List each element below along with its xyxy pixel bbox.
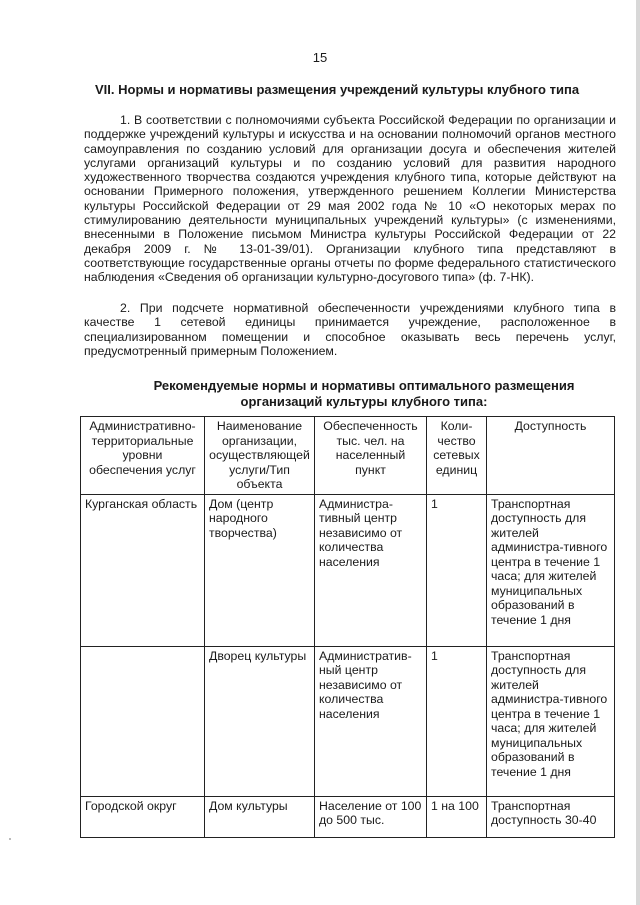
cell-count: 1 на 100 xyxy=(427,796,487,837)
cell-organization: Дворец культуры xyxy=(205,646,315,796)
table-row xyxy=(81,796,615,837)
paragraph-2 xyxy=(84,301,616,358)
paragraph-1 xyxy=(84,113,616,285)
table-row xyxy=(81,494,615,646)
table-title-line-2: организаций культуры клубного типа: xyxy=(240,394,488,409)
paragraph-2-text: 2. При подсчете нормативной обеспеченности учреждениями клубного типа в качестве 1 сетевой единицы принимается учреждение, расположенное в специализированном помещении и способное оказывать весь перечень услуг, предусмотренный примерным Положением. xyxy=(84,301,616,358)
table-title xyxy=(84,378,640,410)
cell-level: Курганская область xyxy=(81,494,205,646)
cell-organization: Дом (центр народного творчества) xyxy=(205,494,315,646)
cell-accessibility: Транспортная доступность для жителей администра-тивного центра в течение 1 часа; для жителей муниципальных образований в течение 1 дня xyxy=(487,494,615,646)
header-accessibility: Доступность xyxy=(487,417,615,495)
header-count: Коли-чество сетевых единиц xyxy=(427,417,487,495)
cell-organization: Дом культуры xyxy=(205,796,315,837)
cell-provision: Администра-тивный центр независимо от количества населения xyxy=(315,494,427,646)
header-level: Административно-территориальные уровни обеспечения услуг xyxy=(81,417,205,495)
page-number: 15 xyxy=(312,50,328,65)
table-header-row xyxy=(81,417,615,495)
scan-speck xyxy=(9,838,11,840)
header-organization: Наименование организации, осуществляющей услуги/Тип объекта xyxy=(205,417,315,495)
cell-count: 1 xyxy=(427,494,487,646)
cell-provision: Население от 100 до 500 тыс. xyxy=(315,796,427,837)
table-row xyxy=(81,646,615,796)
paragraph-1-text: 1. В соответствии с полномочиями субъекта Российской Федерации по организации и поддержке учреждений культуры и искусства и на основании полномочий органов местного самоуправления по созданию условий для организации досуга и обеспечения жителей услугами организаций культуры и по созданию условий для развития народного художественного творчества создаются учреждения клубного типа, которые действуют на основании Примерного положения, утвержденного решением Коллегии Министерства культуры Российской Федерации от 29 мая 2002 года № 10 «О некоторых мерах по стимулированию деятельности муниципальных учреждений культуры» (с изменениями, внесенными в Положение письмом Министра культуры Российской Федерации от 22 декабря 2009 г. № 13-01-39/01). Организации клубного типа представляют в соответствующие государственные органы отчеты по форме федерального статистического наблюдения «Сведения об организации культурно-досугового типа» (ф. 7-НК). xyxy=(84,113,616,285)
page-edge-shadow xyxy=(636,0,640,905)
cell-provision: Административ-ный центр независимо от количества населения xyxy=(315,646,427,796)
cell-level xyxy=(81,646,205,796)
header-provision: Обеспеченность тыс. чел. на населенный пункт xyxy=(315,417,427,495)
cell-accessibility: Транспортная доступность для жителей администра-тивного центра в течение 1 часа; для жителей муниципальных образований в течение 1 дня xyxy=(487,646,615,796)
cell-accessibility: Транспортная доступность 30-40 xyxy=(487,796,615,837)
cell-level: Городской округ xyxy=(81,796,205,837)
section-title: VII. Нормы и нормативы размещения учреждений культуры клубного типа xyxy=(95,82,580,97)
table-title-line-1: Рекомендуемые нормы и нормативы оптимального размещения xyxy=(153,378,575,393)
cell-count: 1 xyxy=(427,646,487,796)
norms-table xyxy=(80,416,615,838)
